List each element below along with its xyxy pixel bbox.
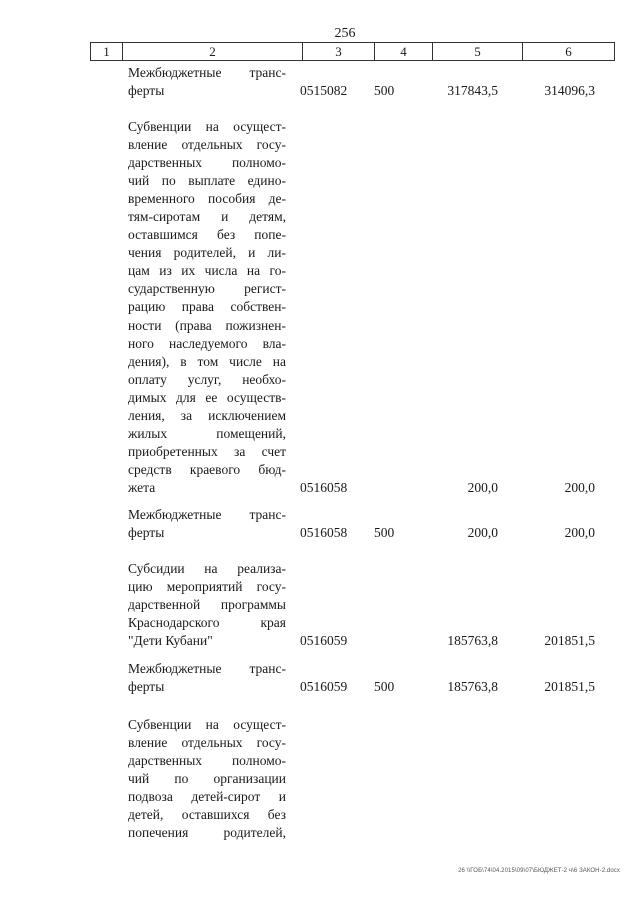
description-line: чий по организации <box>128 771 286 787</box>
description-line: попечения родителей, <box>128 825 286 841</box>
description-line: ферты <box>128 83 165 99</box>
target-article-code: 0516058 <box>300 480 348 495</box>
amount-year-1: 200,0 <box>467 525 498 541</box>
row-description <box>128 506 286 542</box>
amount-year-2: 200,0 <box>564 525 595 541</box>
description-line: вление отдельных госу- <box>128 137 286 153</box>
expense-type-code: 500 <box>374 83 395 99</box>
column-header-4: 4 <box>374 43 432 60</box>
description-line: детей, оставшихся без <box>128 807 286 823</box>
amount-year-1: 200,0 <box>467 480 498 495</box>
amount-year-2: 201851,5 <box>544 633 595 649</box>
description-line: Субвенции на осущест- <box>128 119 286 134</box>
description-line: дарственных полномо- <box>128 155 286 171</box>
description-line: Межбюджетные транс- <box>128 507 286 522</box>
description-line: цию мероприятий госу- <box>128 579 286 595</box>
column-header-3: 3 <box>302 43 374 60</box>
expense-type-code: 500 <box>374 679 395 695</box>
description-line: дарственной программы <box>128 597 286 613</box>
column-header-1: 1 <box>90 43 122 60</box>
description-line: приобретенных за счет <box>128 443 286 459</box>
row-description <box>128 64 286 100</box>
description-line: ного наследуемого вла- <box>128 335 286 351</box>
description-line: чения родителей, и ли- <box>128 245 286 261</box>
description-line: дарственных полномо- <box>128 753 286 769</box>
description-line: Межбюджетные транс- <box>128 65 286 80</box>
description-line: рацию права собствен- <box>128 299 286 315</box>
description-line: "Дети Кубани" <box>128 633 213 649</box>
description-line: жилых помещений, <box>128 425 286 441</box>
description-line: Субсидии на реализа- <box>128 561 286 576</box>
row-description <box>128 716 286 842</box>
expense-type-code: 500 <box>374 525 395 541</box>
description-line: жета <box>128 479 156 495</box>
description-line: оплату услуг, необхо- <box>128 371 286 387</box>
description-line: оставшимся без попе- <box>128 227 286 243</box>
target-article-code: 0516059 <box>300 633 348 649</box>
description-line: Субвенции на осущест- <box>128 717 286 732</box>
description-line: временного пособия де- <box>128 191 286 207</box>
description-line: Краснодарского края <box>128 615 286 631</box>
column-header-5: 5 <box>432 43 522 60</box>
table-header <box>90 42 615 61</box>
amount-year-2: 200,0 <box>564 480 595 495</box>
row-description <box>128 118 286 497</box>
description-line: чий по выплате едино- <box>128 173 286 189</box>
row-description <box>128 560 286 650</box>
column-header-6: 6 <box>522 43 615 60</box>
column-header-2: 2 <box>122 43 302 60</box>
amount-year-1: 317843,5 <box>447 83 498 99</box>
target-article-code: 0516059 <box>300 679 348 695</box>
description-line: подвоза детей-сирот и <box>128 789 286 805</box>
description-line: вление отдельных госу- <box>128 735 286 751</box>
description-line: тям-сиротам и детям, <box>128 209 286 225</box>
page-number: 256 <box>334 26 356 41</box>
description-line: ления, за исключением <box>128 407 286 423</box>
row-description <box>128 660 286 696</box>
description-line: ферты <box>128 679 165 695</box>
description-line: димых для ее осуществ- <box>128 389 286 405</box>
description-line: сударственную регист- <box>128 281 286 297</box>
description-line: ферты <box>128 525 165 541</box>
target-article-code: 0516058 <box>300 525 348 541</box>
description-line: ности (права пожизнен- <box>128 317 286 333</box>
amount-year-2: 314096,3 <box>544 83 595 99</box>
description-line: цам из их числа на го- <box>128 263 286 279</box>
description-line: Межбюджетные транс- <box>128 661 286 676</box>
description-line: дения), в том числе на <box>128 353 286 369</box>
file-path-footer: 26 \\ГОБ\74\04.2015\09\07\БЮДЖЕТ-2 ч\6 ЗАКОН-2.docx <box>458 868 620 874</box>
amount-year-2: 201851,5 <box>544 679 595 695</box>
amount-year-1: 185763,8 <box>447 633 498 649</box>
amount-year-1: 185763,8 <box>447 679 498 695</box>
target-article-code: 0515082 <box>300 83 348 99</box>
description-line: средств краевого бюд- <box>128 461 286 477</box>
